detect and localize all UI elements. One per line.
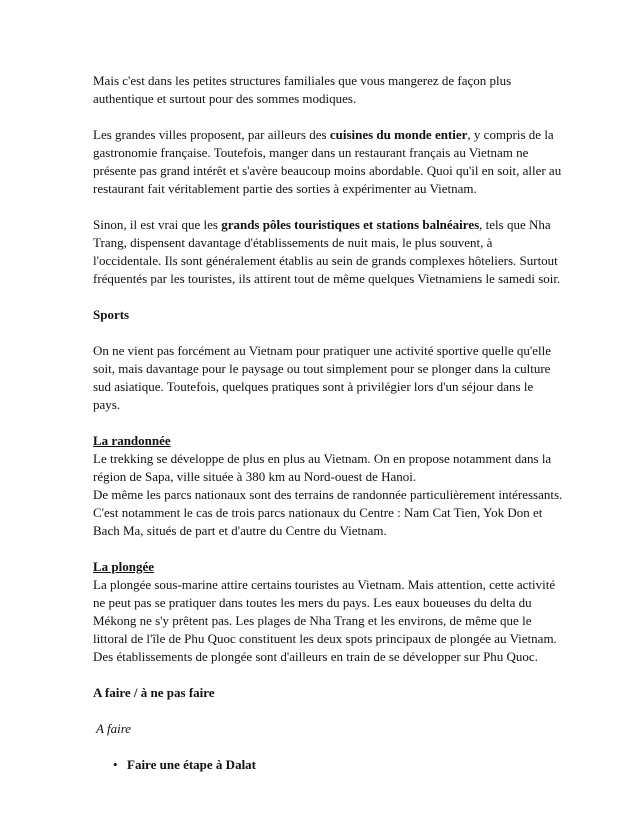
- heading-sports: Sports: [93, 307, 130, 322]
- bullet-list: [93, 756, 563, 774]
- paragraph-grandes-villes: [93, 126, 563, 198]
- list-item-text: Faire une étape à Dalat: [127, 757, 257, 772]
- document-body: [93, 72, 563, 774]
- paragraph-randonnee-2: De même les parcs nationaux sont des terrains de randonnée particulièrement intéressants. C'est notamment le cas de trois parcs nationaux du Centre : Nam Cat Tien, Yok Don et Bach Ma, situés de part et d'autre du Centre du Vietnam.: [93, 487, 563, 538]
- paragraph-text-before: Les grandes villes proposent, par ailleurs des: [93, 127, 330, 142]
- bold-phrase-cuisines: cuisines du monde entier: [329, 127, 468, 142]
- paragraph-petites-structures: [93, 72, 563, 108]
- bullet-icon: •: [113, 757, 118, 772]
- heading-randonnee: La randonnée: [93, 433, 171, 448]
- paragraph-poles-touristiques: [93, 216, 563, 288]
- heading-plongee: La plongée: [93, 559, 155, 574]
- paragraph-text-after: , y compris de la gastronomie française. Toutefois, manger dans un restaurant français au Vietnam ne présente pas grand intérêt et s'avère beaucoup moins abordable. Quoi qu'il en soit, aller au restaurant fait véritablement partie des sorties à expérimenter au Vietnam.: [93, 127, 562, 196]
- list-item: [115, 756, 563, 774]
- paragraph-randonnee-1: Le trekking se développe de plus en plus au Vietnam. On en propose notamment dans la région de Sapa, ville située à 380 km au Nord-ouest de Hanoi.: [93, 451, 552, 484]
- paragraph-plongee-1: La plongée sous-marine attire certains touristes au Vietnam. Mais attention, cette activité ne peut pas se pratiquer dans toutes les mers du pays. Les eaux boueuses du delta du Mékong ne s'y prêtent pas. Les plages de Nha Trang et les environs, de même que le littoral de l'île de Phu Quoc constituent les deux spots principaux de plongée au Vietnam.: [93, 577, 557, 646]
- subheading-text: A faire: [96, 721, 132, 736]
- paragraph-text-after: , tels que Nha Trang, dispensent davantage d'établissements de nuit mais, le plus souvent, à l'occidentale. Ils sont généralement établis au sein de grands complexes hôteliers. Surtout fréquentés par les touristes, ils attirent tout de même quelques Vietnamiens le samedi soir.: [93, 217, 561, 286]
- paragraph-text-before: Sinon, il est vrai que les: [93, 217, 222, 232]
- paragraph-plongee-2: Des établissements de plongée sont d'ailleurs en train de se développer sur Phu Quoc.: [93, 649, 538, 664]
- paragraph-text: Mais c'est dans les petites structures familiales que vous mangerez de façon plus authentique et surtout pour des sommes modiques.: [93, 73, 512, 106]
- paragraph-sports: On ne vient pas forcément au Vietnam pour pratiquer une activité sportive quelle qu'elle soit, mais davantage pour le paysage ou tout simplement pour se plonger dans la culture sud asiatique. Toutefois, quelques pratiques sont à privilégier lors d'un séjour dans le pays.: [93, 343, 551, 412]
- heading-a-faire: A faire / à ne pas faire: [93, 685, 215, 700]
- bold-phrase-poles: grands pôles touristiques et stations balnéaires: [221, 217, 480, 232]
- subheading-a-faire: [93, 720, 563, 738]
